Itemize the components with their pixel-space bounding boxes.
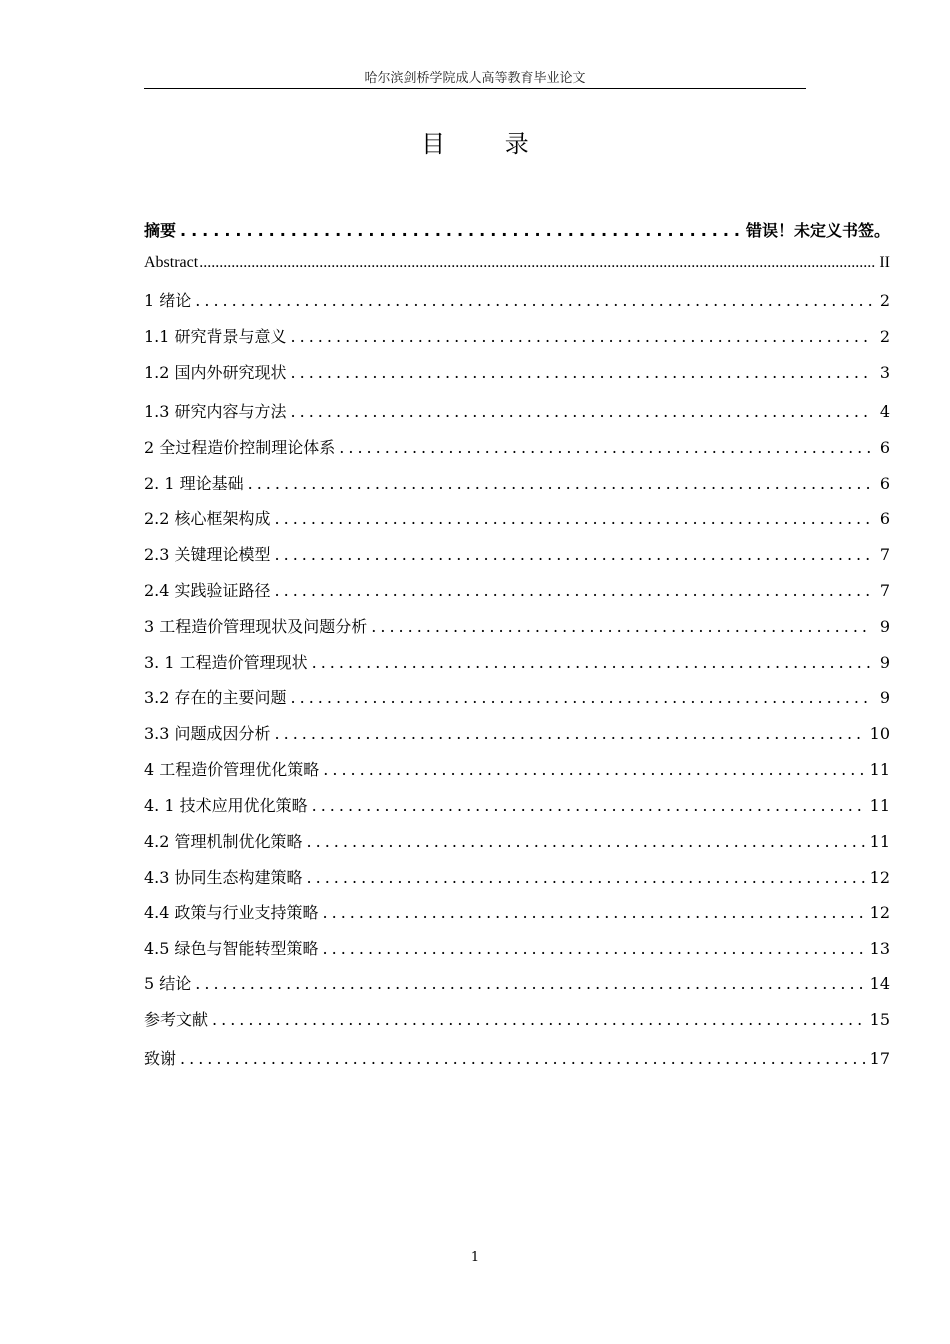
toc-entry-label: 4.2 管理机制优化策略 xyxy=(144,832,303,851)
toc-entry[interactable] xyxy=(144,288,890,311)
toc-entry-page: 11 xyxy=(869,760,890,779)
toc-entry-label: 致谢 xyxy=(144,1049,177,1068)
toc-entry-label: 1.1 研究背景与意义 xyxy=(144,327,287,346)
toc-leader-dots xyxy=(312,653,872,672)
toc-entry-label: 3 工程造价管理现状及问题分析 xyxy=(144,617,368,636)
toc-entry[interactable] xyxy=(144,542,890,565)
toc-leader-dots xyxy=(248,474,872,493)
header-rule xyxy=(144,88,806,89)
toc-entry[interactable] xyxy=(144,578,890,601)
toc-entry-label: 1.2 国内外研究现状 xyxy=(144,363,287,382)
toc-entry-label: 2.3 关键理论模型 xyxy=(144,545,271,564)
toc-leader-dots xyxy=(339,438,872,457)
toc-entry-page: 15 xyxy=(869,1010,890,1029)
toc-entry-page: 9 xyxy=(879,688,890,707)
toc-entry-page: 14 xyxy=(869,974,890,993)
toc-entry-label: 5 结论 xyxy=(144,974,192,993)
toc-leader-dots xyxy=(323,939,866,958)
toc-entry[interactable] xyxy=(144,793,890,816)
toc-leader-dots xyxy=(291,688,872,707)
toc-entry-label: 3. 1 工程造价管理现状 xyxy=(144,653,308,672)
toc-entry-page: 7 xyxy=(879,545,890,564)
toc-entry[interactable] xyxy=(144,900,890,923)
toc-entry-label: 2 全过程造价控制理论体系 xyxy=(144,438,336,457)
toc-entry-label: 4.4 政策与行业支持策略 xyxy=(144,903,319,922)
toc-leader-dots xyxy=(307,868,866,887)
toc-entry-page: 9 xyxy=(879,617,890,636)
toc-entry-label: 4.3 协同生态构建策略 xyxy=(144,868,303,887)
toc-entry-page: 12 xyxy=(869,903,890,922)
toc-leader-dots xyxy=(307,832,866,851)
toc-entry-label: 1.3 研究内容与方法 xyxy=(144,402,287,421)
toc-entry-page: II xyxy=(879,254,890,271)
toc-entry[interactable] xyxy=(144,435,890,458)
toc-leader-dots xyxy=(212,1010,866,1029)
toc-entry[interactable] xyxy=(144,614,890,637)
toc-entry-label: 2.2 核心框架构成 xyxy=(144,509,271,528)
toc-leader-dots xyxy=(195,291,872,310)
toc-entry-page: 6 xyxy=(879,509,890,528)
toc-entry-label: 3.3 问题成因分析 xyxy=(144,724,271,743)
toc-entry[interactable] xyxy=(144,685,890,708)
toc-leader-dots xyxy=(275,509,872,528)
toc-entry[interactable] xyxy=(144,721,890,744)
toc-entry-label: 4 工程造价管理优化策略 xyxy=(144,760,320,779)
toc-entry-label: 3.2 存在的主要问题 xyxy=(144,688,287,707)
toc-entry-page: 11 xyxy=(869,796,890,815)
toc-entry-label: 2.4 实践验证路径 xyxy=(144,581,271,600)
toc-entry-page: 17 xyxy=(869,1049,890,1068)
toc-leader-dots xyxy=(323,760,865,779)
toc-leader-dots xyxy=(275,724,866,743)
toc-leader-dots xyxy=(180,1049,866,1068)
toc-leader-dots xyxy=(371,617,872,636)
toc-leader-dots xyxy=(323,903,866,922)
toc-entry-page: 3 xyxy=(879,363,890,382)
toc-entry-label: 摘要 xyxy=(144,221,177,240)
toc-entry-abstract-en[interactable] xyxy=(144,254,890,272)
toc-leader-dots xyxy=(291,327,872,346)
toc-entry[interactable] xyxy=(144,1046,890,1069)
toc-leader-dots xyxy=(312,796,866,815)
toc-entry-page: 6 xyxy=(879,474,890,493)
toc-leader-dots xyxy=(199,254,875,272)
toc-entry-page: 13 xyxy=(869,939,890,958)
toc-entry[interactable] xyxy=(144,471,890,494)
toc-entry-page: 11 xyxy=(869,832,890,851)
toc-entry[interactable] xyxy=(144,829,890,852)
running-header: 哈尔滨剑桥学院成人高等教育毕业论文 xyxy=(364,71,586,86)
toc-leader-dots xyxy=(291,363,872,382)
toc-leader-dots xyxy=(275,581,872,600)
toc-entry[interactable] xyxy=(144,506,890,529)
toc-entry-page: 12 xyxy=(869,868,890,887)
page-number: 1 xyxy=(470,1250,480,1265)
toc-entry-label: Abstract xyxy=(144,254,199,271)
toc-entry-page: 2 xyxy=(879,327,890,346)
toc-leader-dots xyxy=(275,545,872,564)
toc-leader-dots xyxy=(180,221,742,240)
toc-entry-label: 4. 1 技术应用优化策略 xyxy=(144,796,308,815)
toc-entry-page: 10 xyxy=(869,724,890,743)
toc-entry[interactable] xyxy=(144,1007,890,1030)
toc-entry-page: 9 xyxy=(879,653,890,672)
toc-entry-label: 1 绪论 xyxy=(144,291,192,310)
toc-entry[interactable] xyxy=(144,865,890,888)
toc-entry[interactable] xyxy=(144,324,890,347)
toc-entry-page: 错误！未定义书签。 xyxy=(745,221,890,240)
toc-entry[interactable] xyxy=(144,971,890,994)
toc-entry-page: 2 xyxy=(879,291,890,310)
toc-entry[interactable] xyxy=(144,399,890,422)
toc-entry[interactable] xyxy=(144,650,890,673)
toc-entry[interactable] xyxy=(144,936,890,959)
toc-entry[interactable] xyxy=(144,757,890,780)
toc-entry-page: 7 xyxy=(879,581,890,600)
toc-title: 目 录 xyxy=(421,130,555,158)
toc-leader-dots xyxy=(195,974,865,993)
toc-entry-page: 6 xyxy=(879,438,890,457)
toc-entry-label: 2. 1 理论基础 xyxy=(144,474,244,493)
toc-entry-abstract-cn[interactable] xyxy=(144,218,890,241)
toc-entry[interactable] xyxy=(144,360,890,383)
toc-entry-page: 4 xyxy=(879,402,890,421)
toc-entry-label: 4.5 绿色与智能转型策略 xyxy=(144,939,319,958)
toc-entry-label: 参考文献 xyxy=(144,1010,209,1029)
toc-leader-dots xyxy=(291,402,872,421)
